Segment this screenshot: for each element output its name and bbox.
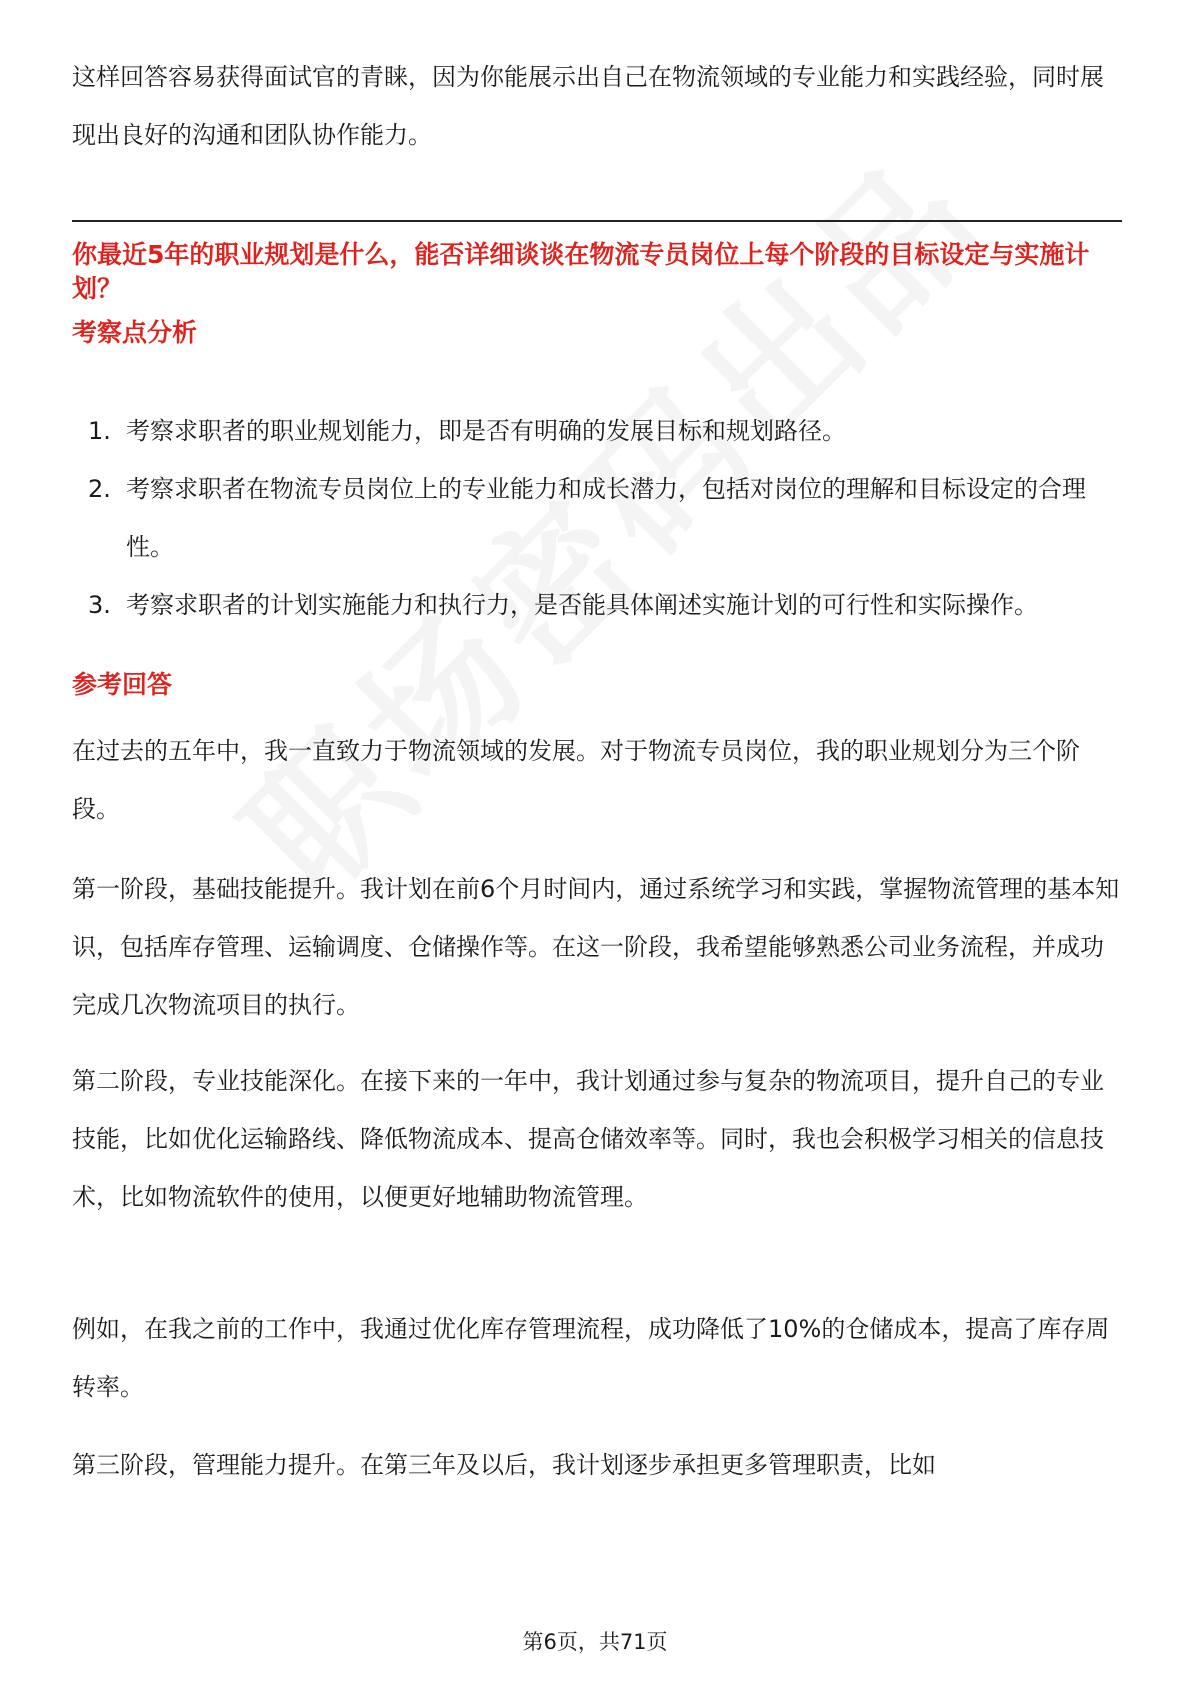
list-item-number: 1. [88,417,111,445]
intro-paragraph: 这样回答容易获得面试官的青睐，因为你能展示出自己在物流领域的专业能力和实践经验，同时展现出良好的沟通和团队协作能力。 [72,63,1104,149]
list-item-number: 2. [88,475,111,503]
answer-heading: 参考回答 [72,670,173,699]
list-item-number: 3. [88,591,111,619]
page-footer: 第6页，共71页 [522,1630,668,1654]
list-item-text: 考察求职者在物流专员岗位上的专业能力和成长潜力，包括对岗位的理解和目标设定的合理性。 [126,475,1086,561]
analysis-heading: 考察点分析 [72,318,198,347]
question-heading: 你最近5年的职业规划是什么，能否详细谈谈在物流专员岗位上每个阶段的目标设定与实施计划？ [72,240,1090,303]
answer-paragraph: 第二阶段，专业技能深化。在接下来的一年中，我计划通过参与复杂的物流项目，提升自己的专业技能，比如优化运输路线、降低物流成本、提高仓储效率等。同时，我也会积极学习相关的信息技术，比如物流软件的使用，以便更好地辅助物流管理。 [72,1067,1104,1211]
analysis-list [72,402,1122,634]
section-divider [72,220,1122,222]
answer-paragraph: 例如，在我之前的工作中，我通过优化库存管理流程，成功降低了10%的仓储成本，提高了库存周转率。 [72,1315,1110,1401]
answer-paragraph: 第三阶段，管理能力提升。在第三年及以后，我计划逐步承担更多管理职责，比如 [72,1451,936,1479]
list-item-text: 考察求职者的计划实施能力和执行力，是否能具体阐述实施计划的可行性和实际操作。 [126,591,1038,619]
answer-paragraph: 第一阶段，基础技能提升。我计划在前6个月时间内，通过系统学习和实践，掌握物流管理的基本知识，包括库存管理、运输调度、仓储操作等。在这一阶段，我希望能够熟悉公司业务流程，并成功完成几次物流项目的执行。 [72,875,1120,1019]
list-item [72,460,1122,576]
list-item [72,576,1122,634]
list-item [72,402,1122,460]
list-item-text: 考察求职者的职业规划能力，即是否有明确的发展目标和规划路径。 [126,417,846,445]
answer-paragraph: 在过去的五年中，我一直致力于物流领域的发展。对于物流专员岗位，我的职业规划分为三个阶段。 [72,737,1080,823]
